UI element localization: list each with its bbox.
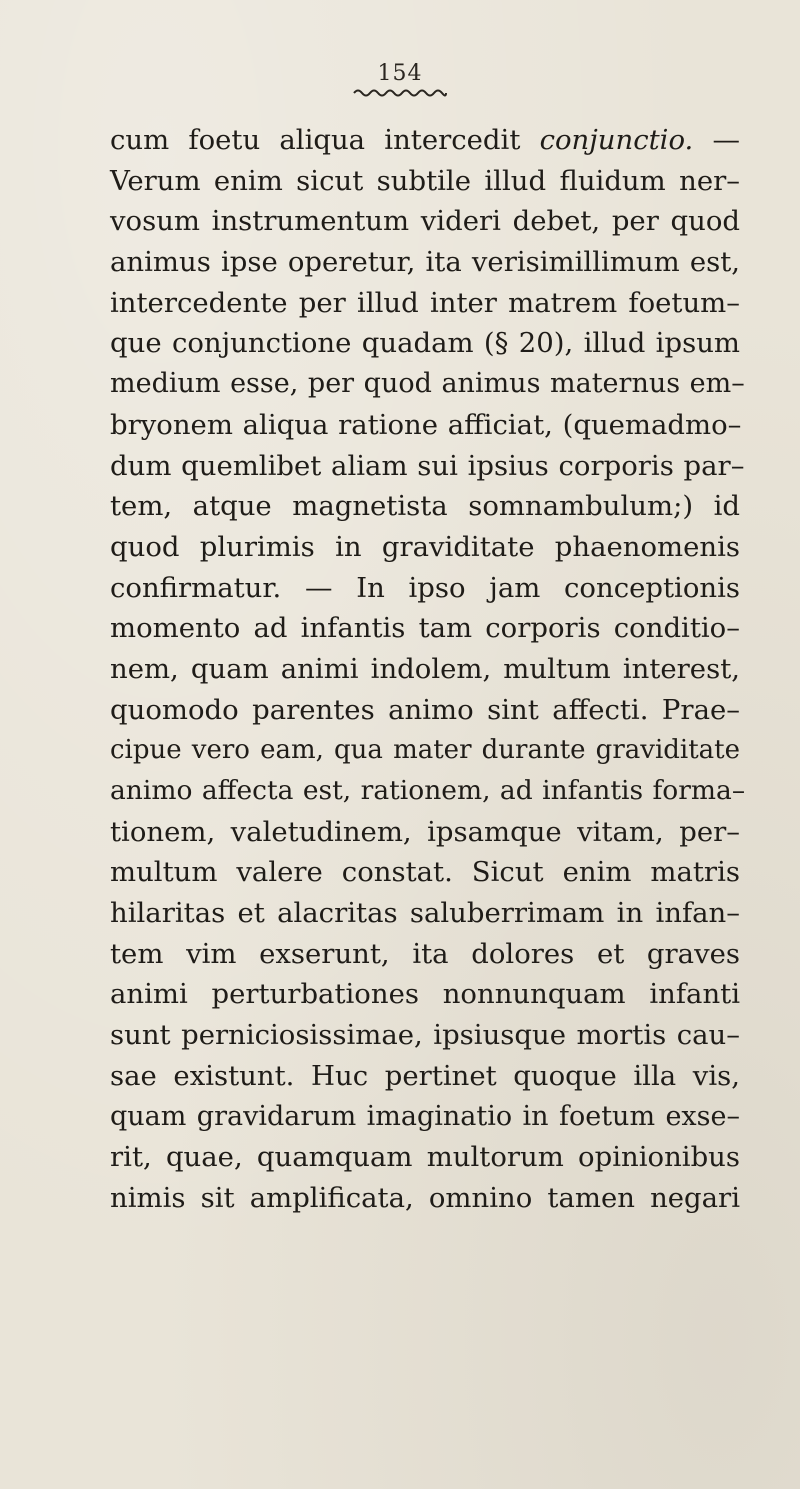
wavy-ornament-icon [352, 88, 448, 98]
text-line: que conjunctione quadam (§ 20), illud ipsum [110, 327, 740, 360]
text-line: bryonem aliqua ratione afficiat, (quemadmo– [110, 408, 742, 441]
text-line: quam gravidarum imaginatio in foetum exse– [110, 1100, 740, 1132]
text-line: cipue vero eam, qua mater durante graviditate [110, 735, 740, 766]
text-line: tem vim exserunt, ita dolores et graves [110, 937, 740, 970]
text-line: hilaritas et alacritas saluberrimam in infan– [110, 897, 740, 930]
page-header [0, 62, 800, 98]
text-line: intercedente per illud inter matrem foetum– [110, 286, 740, 319]
text-line: vosum instrumentum videri debet, per quod [110, 205, 740, 238]
italic-word: conjunctio. [539, 124, 694, 156]
text-line: quod plurimis in graviditate phaenomenis [110, 530, 740, 563]
text-line [110, 120, 740, 161]
text-line: animus ipse operetur, ita verisimillimum est, [110, 246, 740, 279]
text-line: multum valere constat. Sicut enim matris [110, 856, 740, 889]
text-line: sunt perniciosissimae, ipsiusque mortis cau– [110, 1019, 740, 1052]
text-line: dum quemlibet aliam sui ipsius corporis par– [110, 449, 745, 482]
text-line: momento ad infantis tam corporis conditio– [110, 612, 740, 645]
text-line: animi perturbationes nonnunquam infanti [110, 978, 740, 1011]
text-line: medium esse, per quod animus maternus em– [110, 368, 745, 400]
text-line: tem, atque magnetista somnambulum;) id [110, 490, 740, 523]
text-line: tionem, valetudinem, ipsamque vitam, per– [110, 815, 740, 848]
text-line: rit, quae, quamquam multorum opinionibus [110, 1141, 740, 1174]
page-number: 154 [377, 61, 423, 86]
text-line: quomodo parentes animo sint affecti. Prae– [110, 693, 740, 726]
text-line: confirmatur. — In ipso jam conceptionis [110, 571, 740, 604]
text-line: Verum enim sicut subtile illud fluidum ner– [110, 164, 740, 197]
text-line: sae existunt. Huc pertinet quoque illa vis, [110, 1059, 740, 1092]
line-1-start: cum foetu aliqua intercedit conjunctio. — [110, 124, 740, 156]
text-line: nimis sit amplificata, omnino tamen negari [110, 1181, 740, 1214]
text-line: animo affecta est, rationem, ad infantis forma– [110, 775, 746, 806]
body-text [110, 120, 746, 1219]
text-line: nem, quam animi indolem, multum interest, [110, 652, 740, 685]
